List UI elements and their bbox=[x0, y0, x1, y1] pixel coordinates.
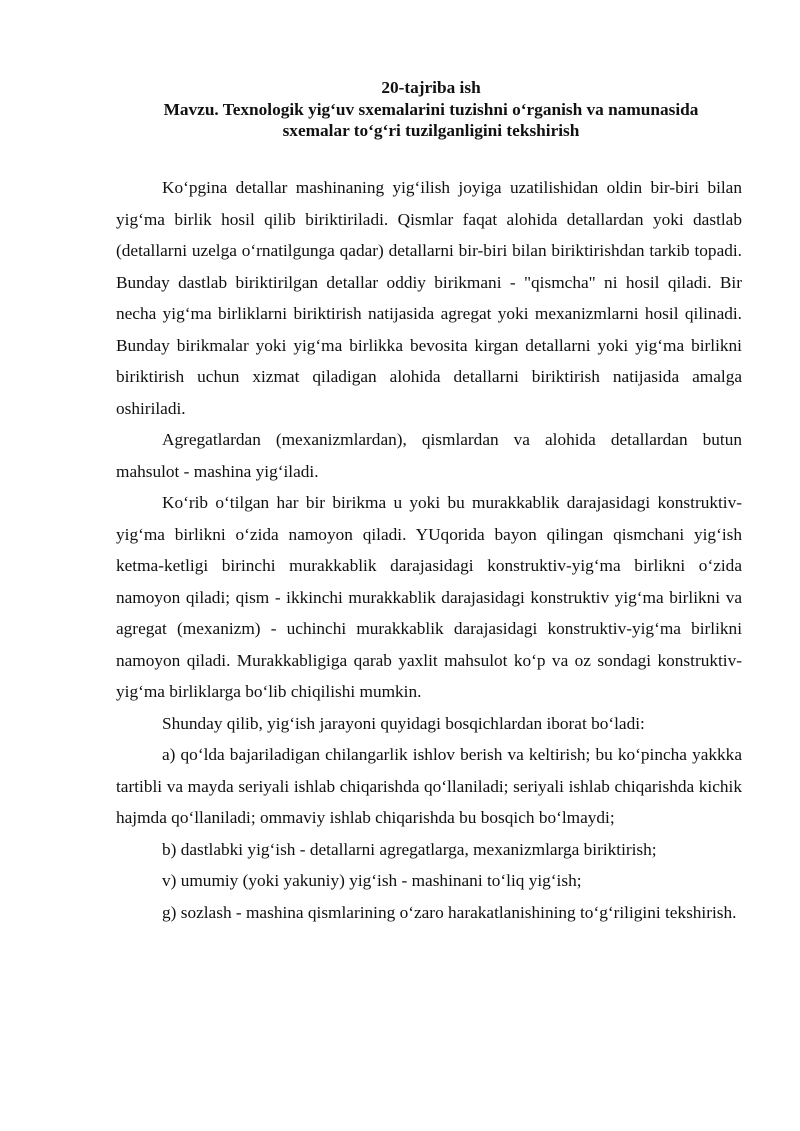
paragraph-assembly: Agregatlardan (mexanizmlardan), qismlardan va alohida detallardan butun mahsulot - mashina yig‘iladi. bbox=[116, 430, 742, 481]
paragraph-complexity: Ko‘rib o‘tilgan har bir birikma u yoki bu murakkablik darajasidagi konstruktiv-yig‘ma birlikni o‘zida namoyon qiladi. YUqorida bayon qilingan qismchani yig‘ish ketma-ketligi birinchi murakkablik darajasidagi konstruktiv-yig‘ma birlikni o‘zida namoyon qiladi; qism - ikkinchi murakkablik darajasidagi konstruktiv yig‘ma birlikni va agregat (mexanizm) - uchinchi murakkablik darajasidagi konstruktiv-yig‘ma birlikni namoyon qiladi. Murakkabligiga qarab yaxlit mahsulot ko‘p va oz sondagi konstruktiv-yig‘ma birliklarga bo‘lib chiqilishi mumkin. bbox=[116, 493, 742, 701]
paragraph-intro: Ko‘pgina detallar mashinaning yig‘ilish joyiga uzatilishidan oldin bir-biri bilan yig‘ma birlik hosil qilib biriktiriladi. Qismlar faqat alohida detallardan yoki dastlab (detallarni uzelga o‘rnatilgunga qadar) detallarni bir-biri bilan biriktirishdan tarkib topadi. Bunday dastlab biriktirilgan detallar oddiy birikmani - "qismcha" ni hosil qiladi. Bir necha yig‘ma birliklarni biriktirish natijasida agregat yoki mexanizmlarni hosil qilinadi. Bunday birikmalar yoki yig‘ma birlikka bevosita kirgan detallarni yoki yig‘ma birlikni biriktirish uchun xizmat qiladigan alohida detallarni biriktirish natijasida amalga oshiriladi. bbox=[116, 178, 742, 418]
list-item-b: b) dastlabki yig‘ish - detallarni agregatlarga, mexanizmlarga biriktirish; bbox=[162, 839, 657, 859]
title-topic-line1: Mavzu. Texnologik yig‘uv sxemalarini tuzishni o‘rganish va namunasida bbox=[163, 99, 699, 119]
list-item-v: v) umumiy (yoki yakuniy) yig‘ish - mashinani to‘liq yig‘ish; bbox=[162, 871, 582, 890]
document-body bbox=[116, 172, 742, 928]
list-item-a: a) qo‘lda bajariladigan chilangarlik ishlov berish va keltirish; bu ko‘pincha yakkka tartibli va mayda seriyali ishlab chiqarishda qo‘llaniladi; seriyali ishlab chiqarishda kichik hajmda qo‘llaniladi; ommaviy ishlab chiqarishda bu bosqich bo‘lmaydi; bbox=[116, 745, 742, 827]
paragraph-stages-intro: Shunday qilib, yig‘ish jarayoni quyidagi bosqichlardan iborat bo‘ladi: bbox=[162, 713, 645, 733]
title-lab-number: 20-tajriba ish bbox=[381, 78, 481, 97]
document-title bbox=[100, 77, 762, 142]
title-topic-line2: sxemalar to‘g‘ri tuzilganligini tekshirish bbox=[282, 121, 580, 140]
list-item-g: g) sozlash - mashina qismlarining o‘zaro harakatlanishining to‘g‘riligini tekshirish. bbox=[162, 902, 737, 922]
